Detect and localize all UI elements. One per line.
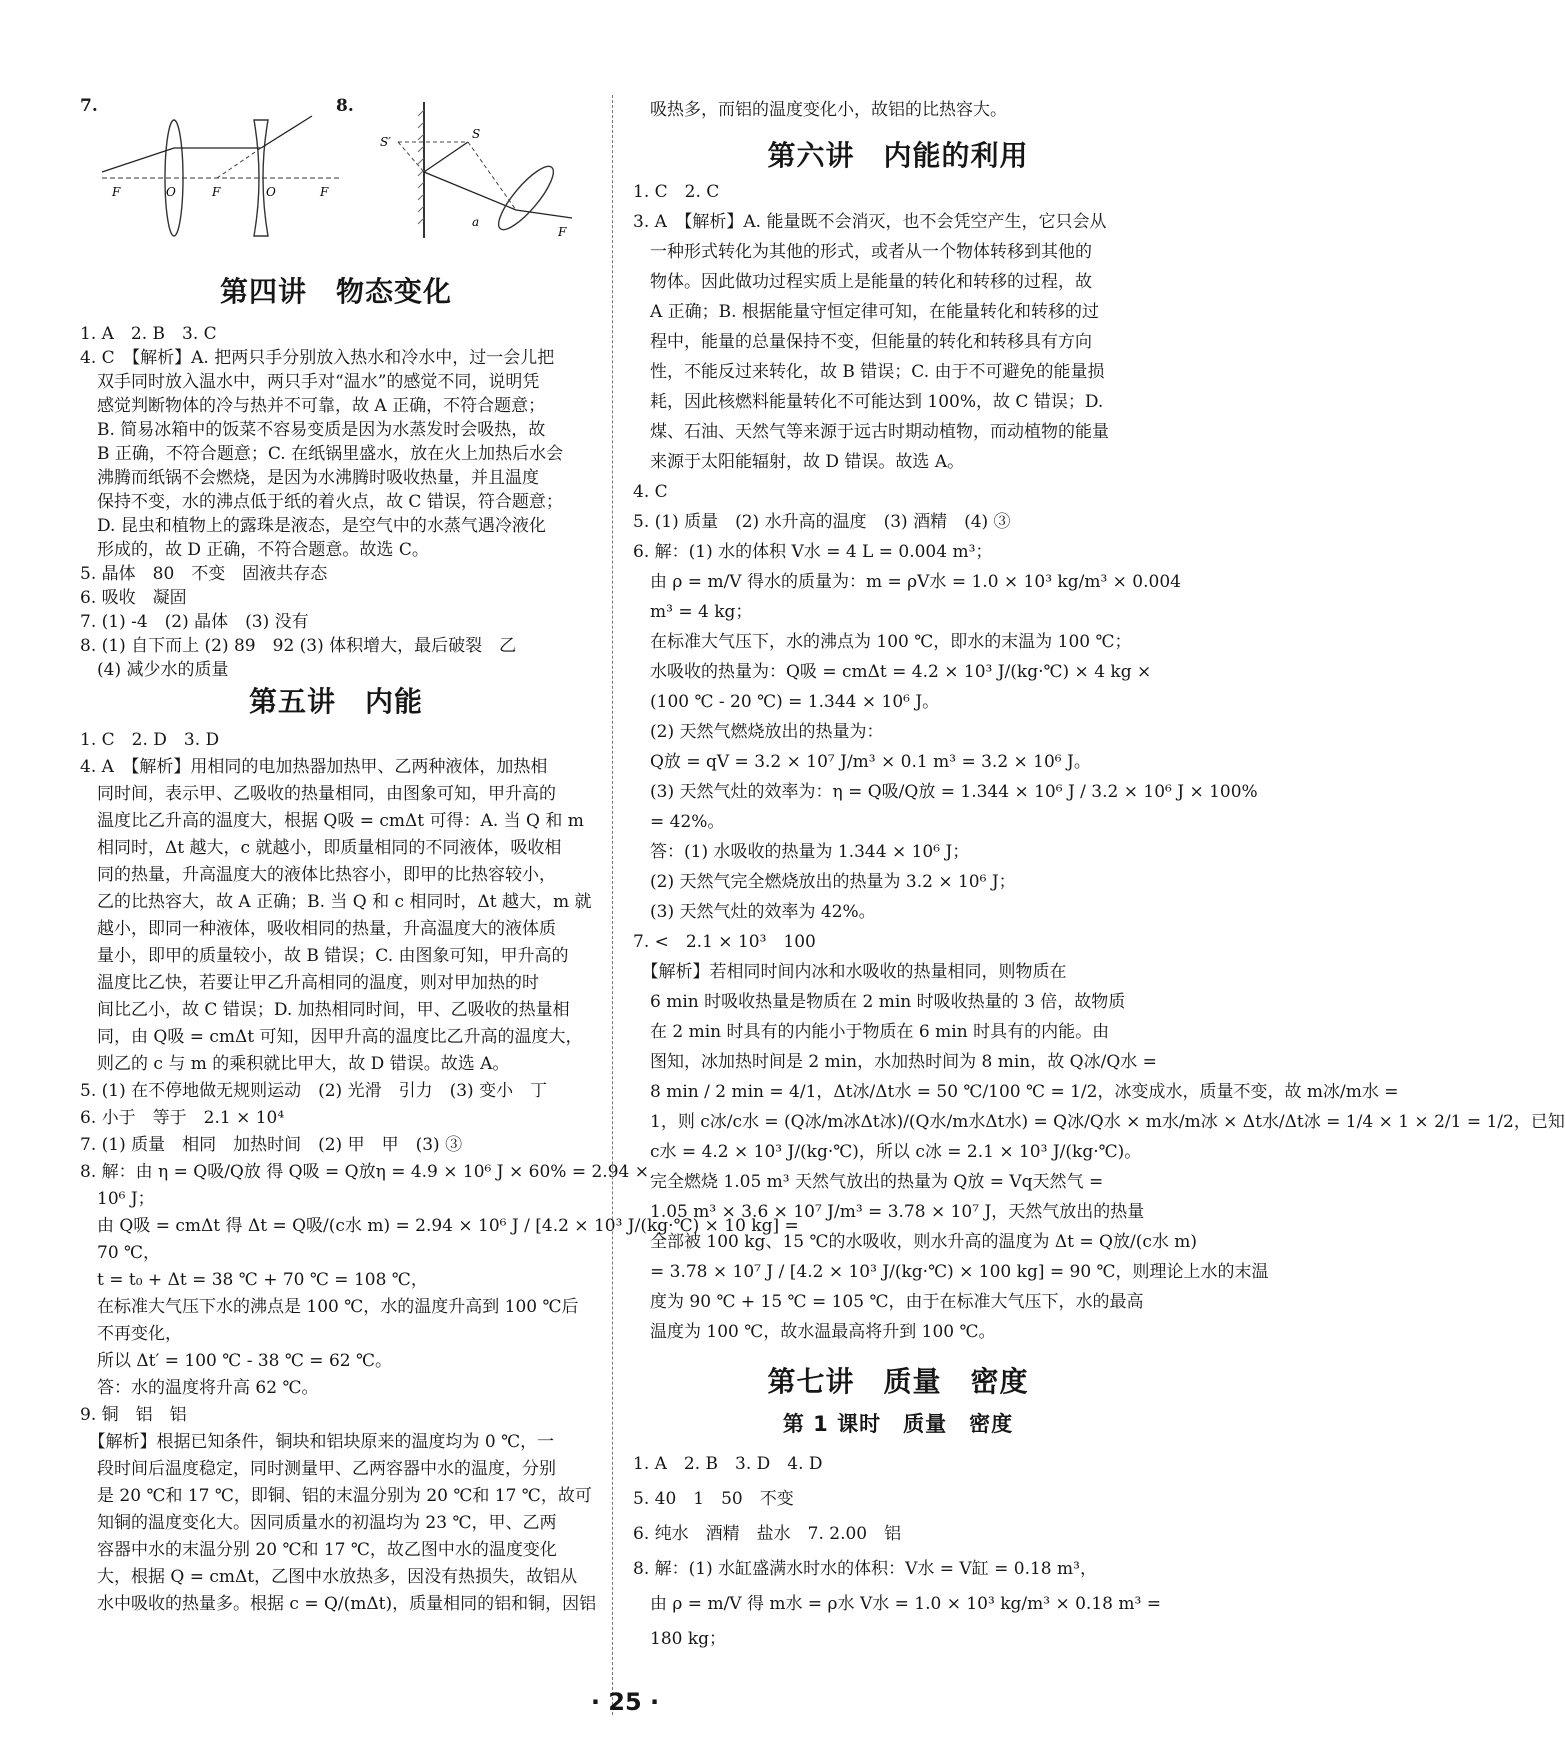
text-line: t = t₀ + Δt = 38 ℃ + 70 ℃ = 108 ℃， bbox=[80, 1270, 428, 1290]
text-line: 水中吸收的热量多。根据 c = Q/(mΔt)，质量相同的铝和铜，因铝 bbox=[80, 1594, 597, 1614]
text-line: 在 2 min 时具有的内能小于物质在 6 min 时具有的内能。由 bbox=[633, 1022, 1110, 1042]
section-5-title: 第五讲 内能 bbox=[248, 685, 423, 718]
text-line: 则乙的 c 与 m 的乘积就比甲大，故 D 错误。故选 A。 bbox=[80, 1054, 510, 1074]
text-line: 性，不能反过来转化，故 B 错误；C. 由于不可避免的能量损 bbox=[633, 362, 1105, 382]
text-line: 1. A 2. B 3. C bbox=[80, 324, 217, 344]
text-line: 保持不变，水的沸点低于纸的着火点，故 C 错误，符合题意； bbox=[80, 492, 563, 512]
text-line: 程中，能量的总量保持不变，但能量的转化和转移具有方向 bbox=[633, 332, 1092, 352]
text-line: 70 ℃， bbox=[80, 1243, 161, 1263]
text-line: 3. A 【解析】A. 能量既不会消灭，也不会凭空产生，它只会从 bbox=[633, 212, 1107, 232]
text-line: (3) 天然气灶的效率为 42%。 bbox=[633, 902, 876, 922]
text-line: 6. 解：(1) 水的体积 V水 = 4 L = 0.004 m³； bbox=[633, 542, 993, 562]
text-line: 煤、石油、天然气等来源于远古时期动植物，而动植物的能量 bbox=[633, 422, 1109, 442]
text-line: 6. 吸收 凝固 bbox=[80, 588, 187, 608]
text-line: 【解析】若相同时间内冰和水吸收的热量相同，则物质在 bbox=[633, 962, 1067, 982]
text-line: 答：(1) 水吸收的热量为 1.344 × 10⁶ J； bbox=[633, 842, 970, 862]
text-line: 沸腾而纸锅不会燃烧，是因为水沸腾时吸收热量，并且温度 bbox=[80, 468, 539, 488]
text-line: 同时间，表示甲、乙吸收的热量相同，由图象可知，甲升高的 bbox=[80, 784, 556, 804]
text-line: 6 min 时吸收热量是物质在 2 min 时吸收热量的 3 倍，故物质 bbox=[633, 992, 1126, 1012]
text-line: 8. 解：(1) 水缸盛满水时水的体积：V水 = V缸 = 0.18 m³， bbox=[633, 1559, 1097, 1579]
text-line: 4. C 【解析】A. 把两只手分别放入热水和冷水中，过一会儿把 bbox=[80, 348, 555, 368]
column-divider bbox=[612, 95, 613, 1715]
text-line: 乙的比热容大，故 A 正确；B. 当 Q 和 c 相同时，Δt 越大，m 就 bbox=[80, 892, 592, 912]
text-line: (3) 天然气灶的效率为：η = Q吸/Q放 = 1.344 × 10⁶ J / 3.2 × 10⁶ J × 100% bbox=[633, 782, 1258, 802]
text-line: 答：水的温度将升高 62 ℃。 bbox=[80, 1378, 319, 1398]
text-line: 物体。因此做功过程实质上是能量的转化和转移的过程，故 bbox=[633, 272, 1092, 292]
text-line: 来源于太阳能辐射，故 D 错误。故选 A。 bbox=[633, 452, 965, 472]
text-line: 10⁶ J； bbox=[80, 1189, 155, 1209]
text-line: 是 20 ℃和 17 ℃，即铜、铝的末温分别为 20 ℃和 17 ℃，故可 bbox=[80, 1486, 592, 1506]
text-line: B 正确，不符合题意；C. 在纸锅里盛水，放在火上加热后水会 bbox=[80, 444, 564, 464]
text-line: (2) 天然气燃烧放出的热量为： bbox=[633, 722, 884, 742]
text-line: 完全燃烧 1.05 m³ 天然气放出的热量为 Q放 = Vq天然气 = bbox=[633, 1172, 1104, 1192]
text-line: 度为 90 ℃ + 15 ℃ = 105 ℃，由于在标准大气压下，水的最高 bbox=[633, 1292, 1144, 1312]
text-line: 1. C 2. C bbox=[633, 182, 720, 202]
text-line: 7. < 2.1 × 10³ 100 bbox=[633, 932, 816, 952]
text-line: 同的热量，升高温度大的液体比热容小，即甲的比热容较小， bbox=[80, 865, 556, 885]
text-line: (2) 天然气完全燃烧放出的热量为 3.2 × 10⁶ J； bbox=[633, 872, 1016, 892]
text-line: 图知，冰加热时间是 2 min，水加热时间为 8 min，故 Q冰/Q水 = bbox=[633, 1052, 1157, 1072]
text-line: 7. (1) 质量 相同 加热时间 (2) 甲 甲 (3) ③ bbox=[80, 1135, 463, 1155]
text-line: (100 ℃ - 20 ℃) = 1.344 × 10⁶ J。 bbox=[633, 692, 940, 712]
text-line: 由 Q吸 = cmΔt 得 Δt = Q吸/(c水 m) = 2.94 × 10⁶ J / [4.2 × 10³ J/(kg·℃) × 10 kg] = bbox=[80, 1216, 799, 1236]
text-line: D. 昆虫和植物上的露珠是液态，是空气中的水蒸气遇冷液化 bbox=[80, 516, 546, 536]
text-line: 8 min / 2 min = 4/1，Δt冰/Δt水 = 50 ℃/100 ℃ = 1/2，冰变成水，质量不变，故 m冰/m水 = bbox=[633, 1082, 1399, 1102]
text-line: 同，由 Q吸 = cmΔt 可知，因甲升高的温度比乙升高的温度大， bbox=[80, 1027, 583, 1047]
source-s-label: S bbox=[472, 127, 481, 141]
text-line: 相同时，Δt 越大，c 就越小，即质量相同的不同液体，吸收相 bbox=[80, 838, 562, 858]
text-line: 由 ρ = m/V 得 m水 = ρ水 V水 = 1.0 × 10³ kg/m³ × 0.18 m³ = bbox=[633, 1594, 1161, 1614]
text-line: = 3.78 × 10⁷ J / [4.2 × 10³ J/(kg·℃) × 100 kg] = 90 ℃，则理论上水的末温 bbox=[633, 1262, 1269, 1282]
page-number: · 25 · bbox=[590, 1688, 660, 1716]
text-line: 间比乙小，故 C 错误；D. 加热相同时间，甲、乙吸收的热量相 bbox=[80, 1000, 570, 1020]
text-line: m³ = 4 kg； bbox=[633, 602, 753, 622]
figure-7-label: 7. bbox=[80, 96, 98, 116]
text-line: 一种形式转化为其他的形式，或者从一个物体转移到其他的 bbox=[633, 242, 1092, 262]
text-line: 5. (1) 在不停地做无规则运动 (2) 光滑 引力 (3) 变小 丁 bbox=[80, 1081, 548, 1101]
text-line: 越小，即同一种液体，吸收相同的热量，升高温度大的液体质 bbox=[80, 919, 556, 939]
section-7-subtitle: 第 1 课时 质量 密度 bbox=[782, 1412, 1014, 1436]
text-line: 容器中水的末温分别 20 ℃和 17 ℃，故乙图中水的温度变化 bbox=[80, 1540, 557, 1560]
text-line: 温度比乙升高的温度大，根据 Q吸 = cmΔt 可得：A. 当 Q 和 m bbox=[80, 811, 584, 831]
text-line: 由 ρ = m/V 得水的质量为：m = ρV水 = 1.0 × 10³ kg/m³ × 0.004 bbox=[633, 572, 1181, 592]
lens-ray-diagram-7 bbox=[102, 108, 342, 238]
text-line: 9. 铜 铝 铝 bbox=[80, 1405, 187, 1425]
text-line: 吸热多，而铝的温度变化小，故铝的比热容大。 bbox=[633, 100, 1007, 120]
focus-f-label-2: F bbox=[212, 185, 221, 199]
text-line: = 42%。 bbox=[633, 812, 725, 832]
text-line: 1，则 c冰/c水 = (Q冰/m冰Δt冰)/(Q水/m水Δt水) = Q冰/Q水 × m水/m冰 × Δt水/Δt冰 = 1/4 × 1 × 2/1 = 1/2，已知 bbox=[633, 1112, 1565, 1132]
text-line: 在标准大气压下水的沸点是 100 ℃，水的温度升高到 100 ℃后 bbox=[80, 1297, 579, 1317]
text-line: 感觉判断物体的冷与热并不可靠，故 A 正确，不符合题意； bbox=[80, 396, 546, 416]
text-line: 温度比乙快，若要让甲乙升高相同的温度，则对甲加热的时 bbox=[80, 973, 539, 993]
origin-o-label: O bbox=[166, 185, 176, 199]
text-line: B. 简易冰箱中的饭菜不容易变质是因为水蒸发时会吸热，故 bbox=[80, 420, 546, 440]
text-line: 水吸收的热量为：Q吸 = cmΔt = 4.2 × 10³ J/(kg·℃) × 4 kg × bbox=[633, 662, 1152, 682]
section-7-title: 第七讲 质量 密度 bbox=[767, 1365, 1029, 1398]
text-line: (4) 减少水的质量 bbox=[80, 660, 229, 680]
text-line: 段时间后温度稳定，同时测量甲、乙两容器中水的温度，分别 bbox=[80, 1459, 556, 1479]
focus-f-label-8: F bbox=[558, 225, 567, 239]
text-line: 4. C bbox=[633, 482, 668, 502]
text-line: 大，根据 Q = cmΔt，乙图中水放热多，因没有热损失，故铝从 bbox=[80, 1567, 578, 1587]
section-4-title: 第四讲 物态变化 bbox=[219, 275, 452, 308]
text-line: 8. 解：由 η = Q吸/Q放 得 Q吸 = Q放η = 4.9 × 10⁶ J × 60% = 2.94 × bbox=[80, 1162, 649, 1182]
text-line: 全部被 100 kg、15 ℃的水吸收，则水升高的温度为 Δt = Q放/(c水 m) bbox=[633, 1232, 1198, 1252]
mirror-ray-diagram-8 bbox=[376, 100, 596, 240]
text-line: 8. (1) 自下而上 (2) 89 92 (3) 体积增大，最后破裂 乙 bbox=[80, 636, 517, 656]
text-line: 1. C 2. D 3. D bbox=[80, 730, 220, 750]
text-line: 5. 晶体 80 不变 固液共存态 bbox=[80, 564, 328, 584]
text-line: 4. A 【解析】用相同的电加热器加热甲、乙两种液体，加热相 bbox=[80, 757, 548, 777]
text-line: 6. 纯水 酒精 盐水 7. 2.00 铝 bbox=[633, 1524, 902, 1544]
image-s-prime-label: S′ bbox=[380, 135, 391, 149]
text-line: 5. (1) 质量 (2) 水升高的温度 (3) 酒精 (4) ③ bbox=[633, 512, 1011, 532]
text-line: 知铜的温度变化大。因同质量水的初温均为 23 ℃，甲、乙两 bbox=[80, 1513, 557, 1533]
point-a-label: a bbox=[472, 215, 480, 229]
text-line: 温度为 100 ℃，故水温最高将升到 100 ℃。 bbox=[633, 1322, 996, 1342]
text-line: 量小，即甲的质量较小，故 B 错误；C. 由图象可知，甲升高的 bbox=[80, 946, 569, 966]
text-line: 1. A 2. B 3. D 4. D bbox=[633, 1454, 823, 1474]
text-line: 【解析】根据已知条件，铜块和铝块原来的温度均为 0 ℃，一 bbox=[80, 1432, 555, 1452]
text-line: 180 kg； bbox=[633, 1629, 727, 1649]
text-line: 形成的，故 D 正确，不符合题意。故选 C。 bbox=[80, 540, 429, 560]
focus-f-label-3: F bbox=[320, 185, 329, 199]
text-line: 1.05 m³ × 3.6 × 10⁷ J/m³ = 3.78 × 10⁷ J，天然气放出的热量 bbox=[633, 1202, 1145, 1222]
text-line: c水 = 4.2 × 10³ J/(kg·℃)，所以 c冰 = 2.1 × 10³ J/(kg·℃)。 bbox=[633, 1142, 1142, 1162]
text-line: 7. (1) -4 (2) 晶体 (3) 没有 bbox=[80, 612, 309, 632]
text-line: 5. 40 1 50 不变 bbox=[633, 1489, 794, 1509]
text-line: 6. 小于 等于 2.1 × 10⁴ bbox=[80, 1108, 285, 1128]
section-6-title: 第六讲 内能的利用 bbox=[767, 139, 1029, 172]
text-line: 双手同时放入温水中，两只手对“温水”的感觉不同，说明凭 bbox=[80, 372, 540, 392]
text-line: Q放 = qV = 3.2 × 10⁷ J/m³ × 0.1 m³ = 3.2 × 10⁶ J。 bbox=[633, 752, 1091, 772]
origin-o-label-2: O bbox=[266, 185, 276, 199]
text-line: 在标准大气压下，水的沸点为 100 ℃，即水的末温为 100 ℃； bbox=[633, 632, 1132, 652]
text-line: 耗，因此核燃料能量转化不可能达到 100%，故 C 错误；D. bbox=[633, 392, 1104, 412]
text-line: 不再变化， bbox=[80, 1324, 182, 1344]
figure-8-label: 8. bbox=[336, 96, 354, 116]
text-line: 所以 Δt′ = 100 ℃ - 38 ℃ = 62 ℃。 bbox=[80, 1351, 393, 1371]
focus-f-label: F bbox=[112, 185, 121, 199]
text-line: A 正确；B. 根据能量守恒定律可知，在能量转化和转移的过 bbox=[633, 302, 1099, 322]
